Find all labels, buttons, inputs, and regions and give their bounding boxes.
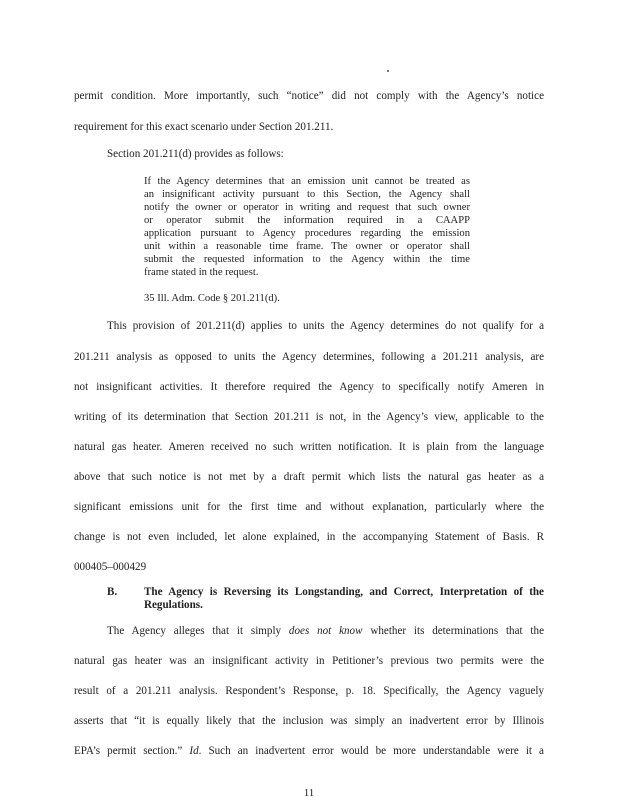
paragraph-line: writing of its determination that Section 201.211 is not, in the Agency’s view, applicable to the [74,411,544,423]
paragraph-line: Section 201.211(d) provides as follows: [107,148,284,160]
quote-line: unit within a reasonable time frame. The owner or operator shall [144,241,470,252]
quote-line: an insignificant activity pursuant to this Section, the Agency shall [144,189,470,200]
section-heading: Regulations. [144,599,203,611]
paragraph-line: above that such notice is not met by a draft permit which lists the natural gas heater as a [74,471,544,483]
quote-line: application pursuant to Agency procedures regarding the emission [144,228,470,239]
paragraph-line: result of a 201.211 analysis. Respondent’s Response, p. 18. Specifically, the Agency vaguely [74,685,544,697]
paragraph-line: This provision of 201.211(d) applies to units the Agency determines do not qualify for a [107,320,544,332]
paragraph-line: natural gas heater. Ameren received no such written notification. It is plain from the language [74,441,544,453]
paragraph-line: The Agency alleges that it simply does not know whether its determinations that the [107,625,544,637]
section-heading: The Agency is Reversing its Longstanding, and Correct, Interpretation of the [144,586,544,598]
paragraph-line: 201.211 analysis as opposed to units the Agency determines, following a 201.211 analysis, are [74,351,544,363]
section-marker: B. [107,586,118,598]
page-number: 11 [303,787,315,799]
quote-line: frame stated in the request. [144,267,259,278]
paragraph-line: change is not even included, let alone explained, in the accompanying Statement of Basis. R [74,531,544,543]
citation: 35 Ill. Adm. Code § 201.211(d). [144,293,280,304]
quote-line: If the Agency determines that an emission unit cannot be treated as [144,176,470,187]
paragraph-line: EPA’s permit section.” Id. Such an inadvertent error would be more understandable were it a [74,745,544,757]
paragraph-line: asserts that “it is equally likely that the inclusion was simply an inadvertent error by Illinois [74,715,544,727]
paragraph-line: significant emissions unit for the first time and without explanation, particularly where the [74,501,544,513]
paragraph-line: not insignificant activities. It therefore required the Agency to specifically notify Ameren in [74,381,544,393]
paragraph-line: requirement for this exact scenario under Section 201.211. [74,121,334,133]
paragraph-line: natural gas heater was an insignificant activity in Petitioner’s previous two permits were the [74,655,544,667]
quote-line: submit the requested information to the Agency within the time [144,254,470,265]
paragraph-line: 000405–000429 [74,561,147,573]
stray-mark [387,70,389,72]
paragraph-line: permit condition. More importantly, such “notice” did not comply with the Agency’s notice [74,90,544,102]
quote-line: notify the owner or operator in writing and request that such owner [144,202,470,213]
quote-line: or operator submit the information required in a CAAPP [144,215,470,226]
